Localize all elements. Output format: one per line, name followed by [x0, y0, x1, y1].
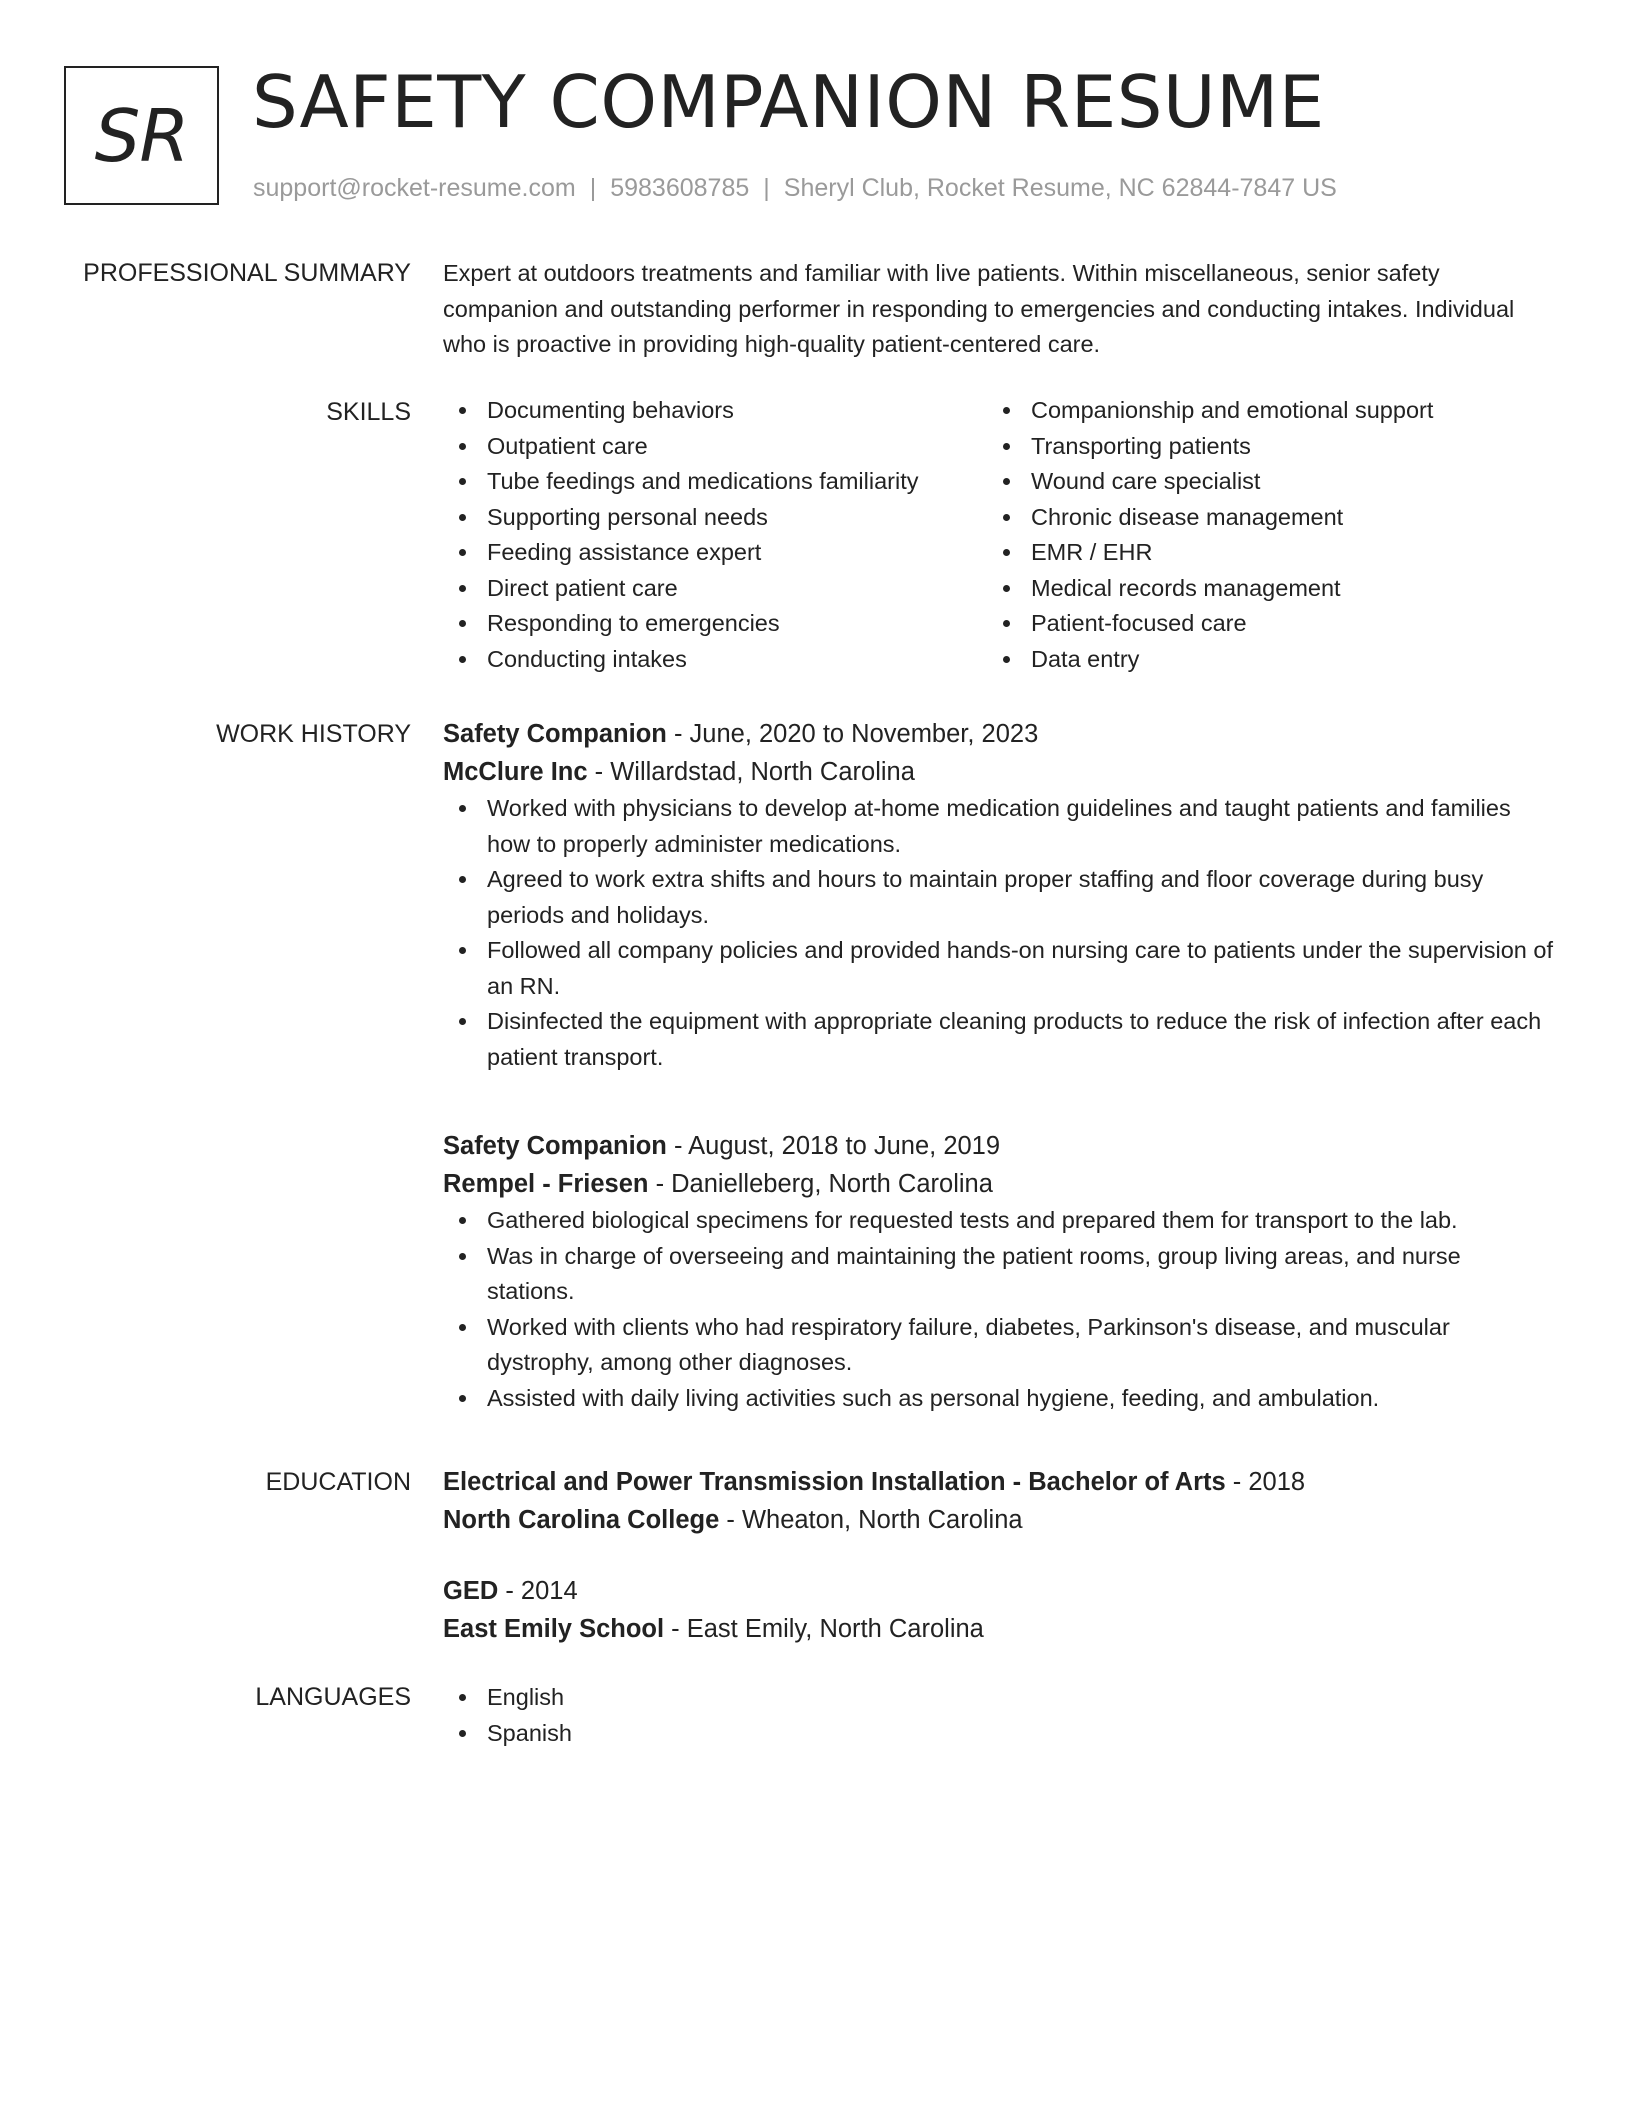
- skill-item: Patient-focused care: [987, 606, 1531, 642]
- work-section-label: WORK HISTORY: [216, 720, 411, 748]
- job-bullets: [443, 1203, 1553, 1416]
- resume-title: SAFETY COMPANION RESUME: [252, 60, 1325, 144]
- education-degree: GED: [443, 1577, 499, 1605]
- skills-list-left: [443, 393, 987, 677]
- job-dates: - June, 2020 to November, 2023: [666, 720, 1039, 748]
- contact-separator: |: [763, 174, 770, 202]
- skill-item: Feeding assistance expert: [443, 535, 987, 571]
- skills-list-right: [987, 393, 1531, 677]
- job-location: - Danielleberg, North Carolina: [648, 1170, 993, 1198]
- skill-item: Data entry: [987, 642, 1531, 678]
- job-bullet: Gathered biological specimens for requested tests and prepared them for transport to the lab.: [443, 1203, 1553, 1239]
- education-entry: [443, 1463, 1553, 1539]
- skill-item: Companionship and emotional support: [987, 393, 1531, 429]
- skill-item: Outpatient care: [443, 429, 987, 465]
- education-location: - East Emily, North Carolina: [664, 1615, 984, 1643]
- job-bullet: Agreed to work extra shifts and hours to maintain proper staffing and floor coverage during busy periods and holidays.: [443, 862, 1553, 933]
- education-school: East Emily School: [443, 1615, 665, 1643]
- languages-section-label: LANGUAGES: [255, 1683, 411, 1711]
- job-bullet: Assisted with daily living activities such as personal hygiene, feeding, and ambulation.: [443, 1381, 1553, 1417]
- job-title: Safety Companion: [443, 720, 667, 748]
- skill-item: Transporting patients: [987, 429, 1531, 465]
- job-bullet: Followed all company policies and provided hands-on nursing care to patients under the supervision of an RN.: [443, 933, 1553, 1004]
- contact-email: support@rocket-resume.com: [253, 174, 576, 202]
- education-school-line: [443, 1610, 1553, 1648]
- monogram-initials: SR: [94, 93, 189, 178]
- language-item: Spanish: [443, 1716, 1553, 1752]
- skill-item: Medical records management: [987, 571, 1531, 607]
- job-company: McClure Inc: [443, 758, 588, 786]
- languages-list: [443, 1680, 1553, 1751]
- summary-text: Expert at outdoors treatments and familiar with live patients. Within miscellaneous, senior safety companion and outstanding performer in responding to emergencies and conducting intakes. Individual who is proactive in providing high-quality patient-centered care.: [443, 260, 1515, 357]
- job-bullets: [443, 791, 1553, 1075]
- education-degree-line: [443, 1572, 1553, 1610]
- languages-section: [443, 1680, 1553, 1751]
- job-title-line: [443, 715, 1553, 753]
- education-section-label: EDUCATION: [265, 1468, 411, 1496]
- job-bullet: Worked with clients who had respiratory failure, diabetes, Parkinson's disease, and muscular dystrophy, among other diagnoses.: [443, 1310, 1553, 1381]
- contact-address: Sheryl Club, Rocket Resume, NC 62844-7847 US: [783, 174, 1337, 202]
- skills-section-label: SKILLS: [326, 398, 411, 426]
- language-item: English: [443, 1680, 1553, 1716]
- skill-item: Responding to emergencies: [443, 606, 987, 642]
- education-entry: [443, 1572, 1553, 1648]
- job-entry: [443, 715, 1553, 1075]
- contact-line: [253, 172, 1337, 204]
- skill-item: Direct patient care: [443, 571, 987, 607]
- job-bullet: Disinfected the equipment with appropriate cleaning products to reduce the risk of infection after each patient transport.: [443, 1004, 1553, 1075]
- job-bullet: Worked with physicians to develop at-home medication guidelines and taught patients and families how to properly administer medications.: [443, 791, 1553, 862]
- job-company-line: [443, 1165, 1553, 1203]
- education-degree-line: [443, 1463, 1553, 1501]
- job-title: Safety Companion: [443, 1132, 667, 1160]
- job-company-line: [443, 753, 1553, 791]
- summary-section-label: PROFESSIONAL SUMMARY: [83, 259, 411, 287]
- summary-section: [443, 256, 1553, 363]
- education-location: - Wheaton, North Carolina: [719, 1506, 1023, 1534]
- skill-item: Supporting personal needs: [443, 500, 987, 536]
- education-year: - 2014: [498, 1577, 578, 1605]
- education-degree: Electrical and Power Transmission Installation - Bachelor of Arts: [443, 1468, 1226, 1496]
- education-school-line: [443, 1501, 1553, 1539]
- contact-separator: |: [589, 174, 597, 202]
- skill-item: Tube feedings and medications familiarity: [443, 464, 987, 500]
- job-location: - Willardstad, North Carolina: [587, 758, 915, 786]
- job-title-line: [443, 1127, 1553, 1165]
- job-company: Rempel - Friesen: [443, 1170, 649, 1198]
- skill-item: Wound care specialist: [987, 464, 1531, 500]
- monogram-logo: [64, 66, 219, 205]
- education-year: - 2018: [1225, 1468, 1306, 1496]
- skill-item: EMR / EHR: [987, 535, 1531, 571]
- contact-phone: 5983608785: [610, 174, 750, 202]
- job-dates: - August, 2018 to June, 2019: [666, 1132, 1001, 1160]
- skill-item: Documenting behaviors: [443, 393, 987, 429]
- job-entry: [443, 1127, 1553, 1416]
- skill-item: Conducting intakes: [443, 642, 987, 678]
- job-bullet: Was in charge of overseeing and maintaining the patient rooms, group living areas, and nurse stations.: [443, 1239, 1553, 1310]
- skills-section: [443, 393, 1553, 677]
- skill-item: Chronic disease management: [987, 500, 1531, 536]
- education-school: North Carolina College: [443, 1506, 720, 1534]
